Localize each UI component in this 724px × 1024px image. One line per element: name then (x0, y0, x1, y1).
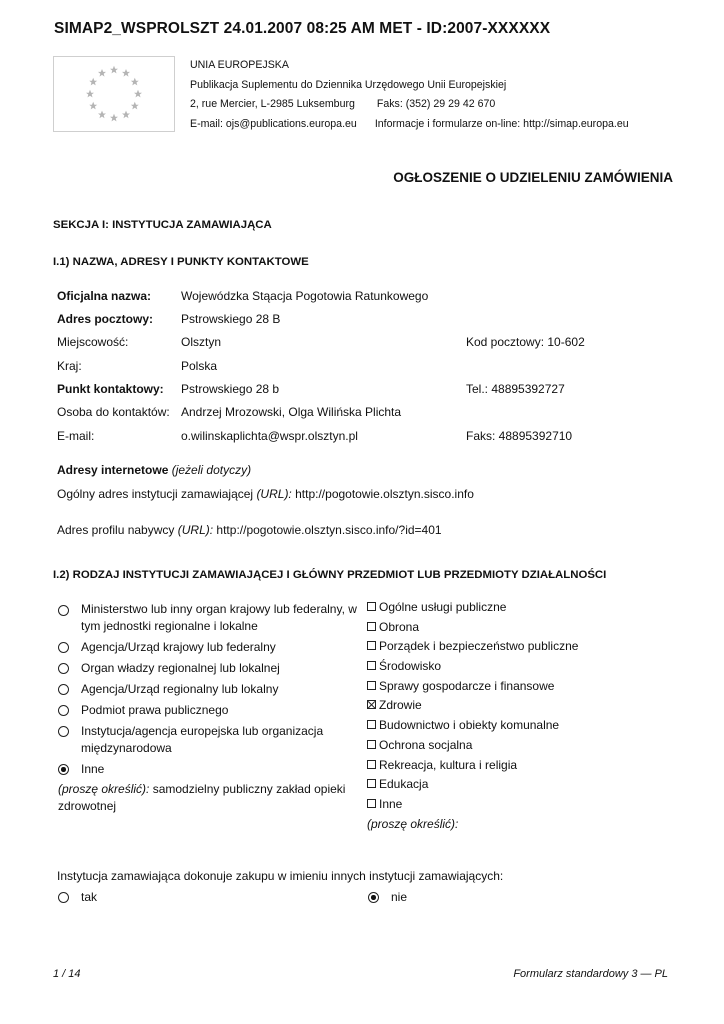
eu-star-icon (86, 90, 94, 98)
publisher-name: UNIA EUROPEJSKA (190, 59, 289, 71)
fax: Faks: 48895392710 (466, 429, 573, 443)
activity-list (367, 599, 667, 833)
activity-item[interactable] (367, 796, 667, 816)
publisher-block (190, 56, 629, 134)
authority-type-label: Ministerstwo lub inny organ krajowy lub federalny, w tym jednostki regionalne i lokalne (81, 602, 357, 633)
authority-type-list (58, 601, 358, 815)
activity-checkbox-checked[interactable] (367, 700, 376, 709)
activity-label: Środowisko (379, 659, 442, 674)
city-value: Olsztyn (181, 335, 222, 349)
eu-star-icon (98, 111, 106, 119)
activity-other-label: (proszę określić): (367, 816, 459, 831)
phone: Tel.: 48895392727 (466, 382, 565, 396)
buyer-profile-label: Adres profilu nabywcy (57, 523, 175, 537)
email-label: E-mail: (57, 429, 95, 443)
country-value: Polska (181, 359, 218, 373)
official-name-label: Oficjalna nazwa: (57, 289, 152, 303)
activity-label: Inne (379, 796, 403, 811)
subsection-title-2: I.2) RODZAJ INSTYTUCJI ZAMAWIAJĄCEJ I GŁÓWNY PRZEDMIOT LUB PRZEDMIOTY DZIAŁALNOŚCI (53, 569, 607, 581)
eu-star-icon (89, 78, 97, 86)
activity-checkbox[interactable] (367, 622, 376, 631)
country-label: Kraj: (57, 359, 82, 373)
activity-label: Obrona (379, 619, 420, 634)
authority-type-radio-selected[interactable] (58, 764, 69, 775)
eu-star-icon (110, 66, 118, 74)
publisher-email: E-mail: ojs@publications.europa.eu (190, 117, 357, 130)
on-behalf-question: Instytucja zamawiająca dokonuje zakupu w imieniu innych instytucji zamawiających: (57, 869, 504, 883)
publisher-description: Publikacja Suplementu do Dziennika Urzędowego Unii Europejskiej (190, 78, 507, 91)
on-behalf-no-label: nie (391, 890, 408, 904)
activity-checkbox[interactable] (367, 720, 376, 729)
general-url-label: (URL): (256, 487, 292, 501)
authority-type-label: Inne (81, 762, 105, 776)
activity-item[interactable] (367, 737, 667, 757)
authority-type-radio[interactable] (58, 642, 69, 653)
internet-heading-text: Adresy internetowe (57, 463, 169, 477)
publisher-info: Informacje i formularze on-line: http://simap.europa.eu (374, 117, 629, 130)
activity-checkbox[interactable] (367, 641, 376, 650)
document-header: SIMAP2_WSPROLSZT 24.01.2007 08:25 AM MET - ID:2007-XXXXXX (54, 20, 551, 37)
authority-type-item[interactable] (58, 601, 358, 639)
authority-type-item[interactable] (58, 761, 358, 781)
publisher-address: 2, rue Mercier, L-2985 Luksemburg (190, 98, 355, 110)
publisher-address-line (190, 95, 629, 115)
activity-item[interactable] (367, 717, 667, 737)
authority-type-item[interactable] (58, 639, 358, 660)
activity-item[interactable] (367, 757, 667, 777)
general-url[interactable]: http://pogotowie.olsztyn.sisco.info (295, 487, 474, 501)
eu-star-icon (89, 102, 97, 110)
on-behalf-yes-label: tak (81, 890, 98, 904)
eu-star-icon (131, 102, 139, 110)
postcode: Kod pocztowy: 10-602 (466, 335, 585, 349)
internet-heading-note: (jeżeli dotyczy) (171, 463, 252, 477)
eu-star-icon (122, 111, 130, 119)
notice-title: OGŁOSZENIE O UDZIELENIU ZAMÓWIENIA (393, 170, 673, 185)
authority-type-radio[interactable] (58, 705, 69, 716)
activity-checkbox[interactable] (367, 661, 376, 670)
postal-address-label: Adres pocztowy: (57, 312, 154, 326)
city-label: Miejscowość: (57, 335, 129, 349)
activity-item[interactable] (367, 697, 667, 717)
authority-type-label: Instytucja/agencja europejska lub organizacja międzynarodowa (81, 724, 324, 755)
authority-type-label: Agencja/Urząd krajowy lub federalny (81, 640, 276, 654)
activity-label: Zdrowie (379, 698, 422, 713)
activity-checkbox[interactable] (367, 681, 376, 690)
authority-type-radio[interactable] (58, 663, 69, 674)
eu-flag-logo (53, 56, 175, 132)
activity-item[interactable] (367, 638, 667, 658)
buyer-profile-line (57, 523, 442, 537)
activity-label: Sprawy gospodarcze i finansowe (379, 678, 555, 693)
activity-checkbox[interactable] (367, 602, 376, 611)
official-name-value: Wojewódzka Stąacja Pogotowia Ratunkowego (181, 289, 429, 303)
activity-label: Porządek i bezpieczeństwo publiczne (379, 639, 579, 654)
profile-url[interactable]: http://pogotowie.olsztyn.sisco.info/?id=401 (216, 523, 442, 537)
activity-item[interactable] (367, 678, 667, 698)
activity-item[interactable] (367, 776, 667, 796)
activity-label: Budownictwo i obiekty komunalne (379, 718, 560, 733)
authority-type-item[interactable] (58, 702, 358, 723)
internet-addresses-heading (57, 463, 251, 477)
authority-type-item[interactable] (58, 660, 358, 681)
contact-persons-label: Osoba do kontaktów: (57, 405, 170, 419)
authority-type-item[interactable] (58, 723, 358, 761)
authority-type-label: Agencja/Urząd regionalny lub lokalny (81, 682, 279, 696)
section-title: SEKCJA I: INSTYTUCJA ZAMAWIAJĄCA (53, 219, 272, 231)
eu-star-icon (131, 78, 139, 86)
profile-url-label: (URL): (177, 523, 214, 537)
publisher-fax: Faks: (352) 29 29 42 670 (376, 98, 496, 110)
activity-checkbox[interactable] (367, 799, 376, 808)
eu-star-icon (98, 69, 106, 77)
authority-other-specify (58, 781, 368, 815)
authority-type-radio[interactable] (58, 726, 69, 737)
authority-type-radio[interactable] (58, 684, 69, 695)
activity-checkbox[interactable] (367, 779, 376, 788)
eu-star-icon (122, 69, 130, 77)
publisher-contact-line (190, 115, 629, 135)
contact-point-label: Punkt kontaktowy: (57, 382, 164, 396)
authority-other-value: samodzielny publiczny zakład opieki zdrowotnej (58, 782, 346, 813)
eu-star-icon (110, 114, 118, 122)
email-value: o.wilinskaplichta@wspr.olsztyn.pl (181, 429, 358, 443)
activity-checkbox[interactable] (367, 740, 376, 749)
eu-stars-icon (54, 57, 174, 131)
authority-type-item[interactable] (58, 681, 358, 702)
eu-star-icon (134, 90, 142, 98)
activity-checkbox[interactable] (367, 760, 376, 769)
activity-item[interactable] (367, 599, 667, 619)
contact-persons-value: Andrzej Mrozowski, Olga Wilińska Plichta (181, 405, 402, 419)
authority-type-label: Podmiot prawa publicznego (81, 703, 229, 717)
activity-label: Rekreacja, kultura i religia (379, 757, 518, 772)
general-address-label: Ogólny adres instytucji zamawiającej (57, 487, 254, 501)
activity-label: Ogólne usługi publiczne (379, 600, 507, 614)
postal-address-value: Pstrowskiego 28 B (181, 312, 281, 326)
on-behalf-yes-radio[interactable] (58, 892, 69, 903)
general-address-line (57, 487, 474, 501)
authority-type-label: Organ władzy regionalnej lub lokalnej (81, 661, 280, 675)
authority-type-radio[interactable] (58, 605, 69, 616)
contact-point-value: Pstrowskiego 28 b (181, 382, 280, 396)
activity-item[interactable] (367, 619, 667, 639)
authority-other-label: (proszę określić): (58, 782, 150, 796)
activity-label: Ochrona socjalna (379, 737, 473, 752)
form-name: Formularz standardowy 3 — PL (513, 968, 668, 980)
activity-label: Edukacja (379, 777, 429, 792)
activity-item[interactable] (367, 658, 667, 678)
subsection-title-1: I.1) NAZWA, ADRESY I PUNKTY KONTAKTOWE (53, 256, 309, 268)
on-behalf-no-radio-selected[interactable] (368, 892, 379, 903)
page-number: 1 / 14 (53, 968, 81, 980)
